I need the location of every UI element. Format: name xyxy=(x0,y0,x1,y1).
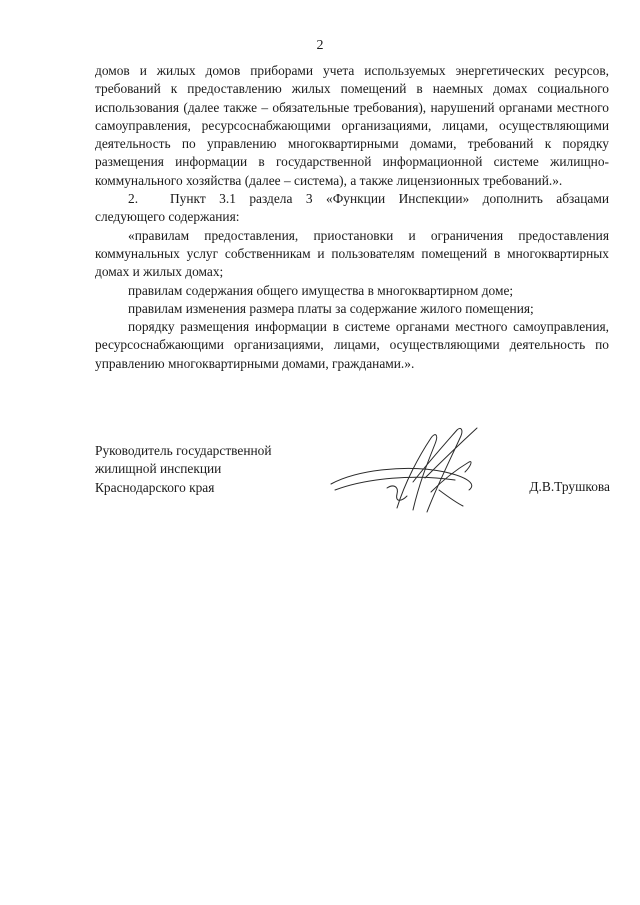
paragraph-info-disclosure: порядку размещения информации в системе органами местного самоуправления, ресурсоснабжающими организациями, лицами, осуществляющими деятельность по управлению многоквартирными домами, гражданами.». xyxy=(95,319,609,371)
paragraph-continuation: домов и жилых домов приборами учета используемых энергетических ресурсов, требований к предоставлению жилых помещений в наемных домах социального использования (далее также – обязательные требования), нарушений органами местного самоуправления, ресурсоснабжающими организациями, лицами, осуществляющими деятельность по управлению многоквартирными домами, требований к порядку размещения информации в государственной информационной системе жилищно-коммунального хозяйства (далее – система), а также лицензионных требований.». xyxy=(95,63,609,188)
signatory-title xyxy=(95,442,272,497)
document-body xyxy=(95,62,609,373)
signatory-title-line: Краснодарского края xyxy=(95,479,215,495)
signatory-name: Д.В.Трушкова xyxy=(529,479,610,494)
paragraph-rules-fee-change: правилам изменения размера платы за содержание жилого помещения; xyxy=(128,300,534,316)
signature-block xyxy=(95,442,610,532)
paragraph-item-2 xyxy=(95,190,609,227)
signatory-title-line: Руководитель государственной xyxy=(95,443,272,458)
paragraph-rules-common-property: правилам содержания общего имущества в многоквартирном доме; xyxy=(128,282,514,298)
handwritten-signature xyxy=(327,422,502,517)
paragraph-rules-utilities: «правилам предоставления, приостановки и ограничения предоставления коммунальных услуг собственникам и пользователям помещений в многоквартирных домах и жилых домах; xyxy=(95,227,609,280)
item-number: 2. xyxy=(128,191,139,207)
page-number: 2 xyxy=(316,38,324,53)
item-text: Пункт 3.1 раздела 3 «Функции Инспекции» дополнить абзацами следующего содержания: xyxy=(95,191,609,225)
signatory-title-line: жилищной инспекции xyxy=(95,461,222,477)
